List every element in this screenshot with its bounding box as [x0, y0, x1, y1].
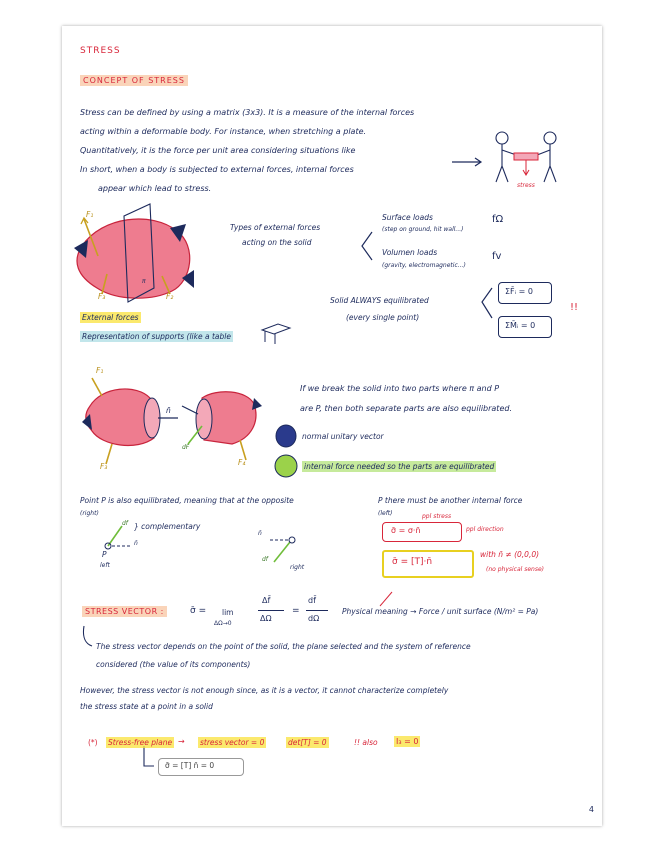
legend-df-icon — [275, 455, 297, 477]
fig2-f3-label: F₃ — [100, 462, 108, 471]
sum-forces-box — [498, 282, 552, 304]
left-tag: (left) — [378, 510, 393, 517]
fig3-left-label: left — [100, 562, 110, 569]
formula-den1: ΔΩ — [260, 614, 272, 623]
fraction-bar-1 — [258, 610, 284, 611]
fig3-n-left: n̄ — [134, 540, 138, 547]
right-tag: (right) — [80, 510, 99, 517]
stress-free-plane — [106, 738, 174, 747]
however-line-2: the stress state at a point in a solid — [80, 702, 213, 711]
point-p-text-1: Point P is also equilibrated, meaning that at the opposite — [80, 496, 294, 505]
with-n-note: with n̄ ≠ (0,0,0) — [480, 550, 540, 559]
break-line-2: are P, then both separate parts are also equilibrated. — [300, 404, 512, 413]
formula-lim: lim — [222, 608, 234, 617]
sum-forces: ΣF̄ᵢ = 0 — [505, 287, 533, 296]
external-forces-label: External forces — [82, 313, 139, 322]
fig1-plane-label: π — [142, 278, 146, 285]
sigma-tn: σ̄ = [T]·n̄ — [392, 557, 433, 567]
types-label-1: Types of external forces — [230, 223, 321, 232]
body-figure-2-icon — [82, 378, 262, 464]
types-label-2: acting on the solid — [242, 238, 312, 247]
equil-label-1: Solid ALWAYS equilibrated — [330, 296, 429, 305]
break-line-1: If we break the solid into two parts where π and P — [300, 384, 500, 393]
physical-meaning: Physical meaning → Force / unit surface (N/m² = Pa) — [342, 607, 539, 616]
bottom-eq: σ̄ = [T] n̄ = 0 — [165, 761, 215, 770]
fraction-bar-2 — [306, 610, 328, 611]
point-p-left-icon — [105, 526, 130, 549]
legend-n-icon — [276, 425, 296, 447]
stress-free-arrow: → — [178, 737, 185, 746]
fig2-f4-label: F₄ — [238, 458, 246, 467]
fig3-df-left: df — [122, 520, 128, 527]
stress-free-i3 — [394, 737, 420, 746]
stress-free-also: !! also — [354, 738, 378, 747]
stress-free-sv — [198, 738, 266, 747]
however-line-1: However, the stress vector is not enough since, as it is a vector, it cannot characterize completely — [80, 686, 449, 695]
point-p-text-2: P there must be another internal force — [378, 496, 523, 505]
complementary-label: } complementary — [134, 522, 201, 531]
ppl-stress-note: ppl stress — [422, 513, 452, 520]
fig2-df-label: dF — [182, 444, 190, 451]
stress-free-det — [286, 738, 329, 747]
f-omega-symbol: fΩ — [492, 214, 504, 225]
notebook-page — [62, 26, 602, 826]
depends-text: The stress vector depends on the point of the solid, the plane selected and the system of reference — [96, 642, 471, 651]
intro-line-2: acting within a deformable body. For instance, when stretching a plate. — [80, 127, 367, 136]
section-heading-concept: CONCEPT OF STRESS — [80, 75, 188, 86]
formula-lim-sub: ΔΩ→0 — [214, 620, 232, 627]
surface-loads: Surface loads — [382, 213, 433, 222]
sigma-tn-box — [382, 550, 474, 578]
volumen-loads-example: (gravity, electromagnetic...) — [382, 262, 466, 269]
fig3-n-right: n̄ — [258, 530, 262, 537]
no-physical-note: (no physical sense) — [486, 566, 545, 573]
sum-moments-box — [498, 316, 552, 338]
fig3-p-left: P — [102, 550, 107, 559]
equil-exclaim: !! — [570, 302, 579, 313]
stress-free-sv-text: stress vector = 0 — [200, 738, 265, 747]
intro-line-1: Stress can be defined by using a matrix (3x3). It is a measure of the internal forces — [80, 108, 415, 117]
legend-internal-force-text: internal force needed so the parts are equilibrated — [304, 462, 495, 471]
formula-eq: = — [292, 606, 300, 616]
fig1-f2-label: F₂ — [166, 292, 174, 301]
page-title: STRESS — [80, 46, 121, 56]
formula-sigma: σ̄ = — [190, 606, 207, 616]
formula-den2: dΩ — [308, 614, 320, 623]
stress-free-det-text: det[T] = 0 — [288, 738, 327, 747]
bottom-eq-box — [158, 758, 244, 776]
sigma-n: σ̄ = σ·n̄ — [391, 526, 421, 535]
fig3-df-right: df — [262, 556, 268, 563]
intro-line-3: Quantitatively, it is the force per unit area considering situations like — [80, 146, 356, 155]
point-p-right-icon — [270, 537, 295, 562]
legend-internal-force — [302, 462, 496, 471]
fig2-f1-label: F₁ — [96, 366, 104, 375]
page-number: 4 — [588, 805, 594, 814]
plate-icon — [514, 153, 538, 160]
stress-free-i3-text: I₃ = 0 — [396, 737, 419, 746]
volumen-loads: Volumen loads — [382, 248, 438, 257]
formula-num2: df̄ — [308, 596, 316, 605]
equil-label-2: (every single point) — [346, 313, 420, 322]
table-support-icon — [262, 324, 290, 344]
fig2-n-label: n̄ — [166, 406, 171, 415]
stress-free-plane-text: Stress-free plane — [108, 738, 173, 747]
intro-line-5: appear which lead to stress. — [98, 184, 212, 193]
stress-vector-heading: STRESS VECTOR : — [82, 606, 167, 617]
sum-moments: ΣM̄ᵢ = 0 — [505, 321, 536, 330]
supports-label: Representation of supports (like a table — [82, 332, 231, 341]
intro-line-4: In short, when a body is subjected to external forces, internal forces — [80, 165, 354, 174]
stress-free-tag: (*) — [88, 738, 98, 747]
fig3-right-label: right — [290, 564, 305, 571]
f-v-symbol: fv — [492, 251, 502, 262]
sigma-n-box — [382, 522, 462, 542]
surface-loads-example: (step on ground, hit wall...) — [382, 226, 464, 233]
considered-text: considered (the value of its components) — [96, 660, 251, 669]
ppl-direction-note: ppl direction — [466, 526, 504, 533]
legend-normal-vector: normal unitary vector — [302, 432, 384, 441]
formula-num1: Δf̄ — [262, 596, 271, 605]
fig1-f3-label: F₃ — [98, 292, 106, 301]
stress-caption: stress — [517, 182, 535, 189]
fig1-f1-label: F₁ — [86, 210, 94, 219]
